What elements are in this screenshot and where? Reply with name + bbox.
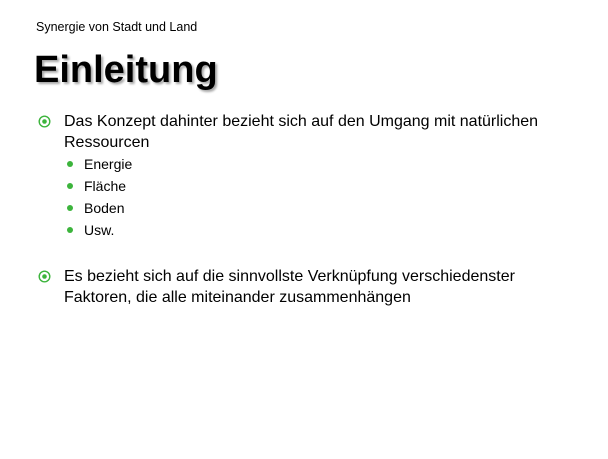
sub-bullet-list: [66, 153, 132, 241]
bullet-text: Es bezieht sich auf die sinnvollste Verknüpfung verschiedenster Faktoren, die alle miteinander zusammenhängen: [64, 268, 515, 306]
bullet-text: Das Konzept dahinter bezieht sich auf den Umgang mit natürlichen Ressourcen: [64, 113, 539, 151]
target-bullet-icon: [38, 115, 51, 128]
sub-bullet-item: [66, 175, 132, 197]
slide-title: Einleitung: [34, 49, 218, 91]
sub-bullet-text: Fläche: [84, 178, 127, 194]
sub-bullet-item: [66, 197, 132, 219]
dot-bullet-icon: [67, 205, 73, 211]
bullet-item: [38, 111, 578, 153]
sub-bullet-text: Boden: [84, 200, 125, 216]
sub-bullet-text: Usw.: [84, 222, 115, 238]
dot-bullet-icon: [67, 183, 73, 189]
sub-bullet-item: [66, 153, 132, 175]
dot-bullet-icon: [67, 227, 73, 233]
bullet-item: [38, 266, 578, 308]
sub-bullet-text: Energie: [84, 156, 133, 172]
dot-bullet-icon: [67, 161, 73, 167]
slide-header: Synergie von Stadt und Land: [36, 20, 198, 34]
sub-bullet-item: [66, 219, 132, 241]
target-bullet-icon: [38, 270, 51, 283]
